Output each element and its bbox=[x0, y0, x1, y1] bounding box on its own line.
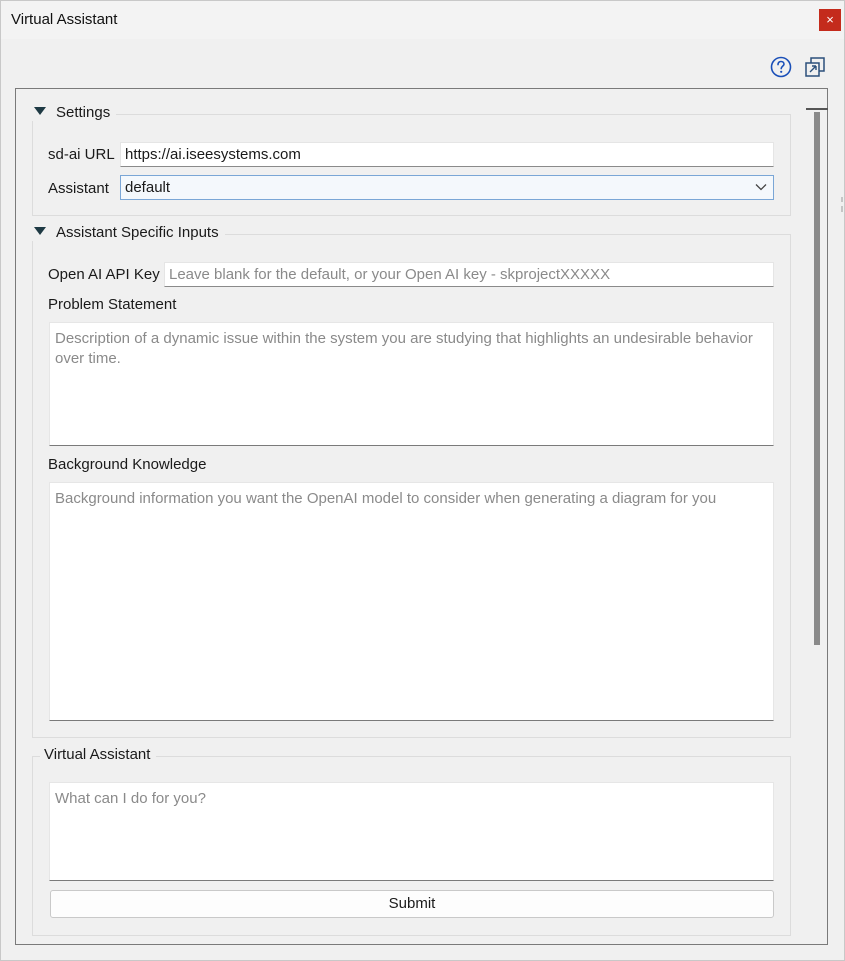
assistant-inputs-section-header[interactable] bbox=[30, 224, 225, 241]
scrollbar-thumb[interactable] bbox=[814, 112, 820, 645]
api-key-placeholder: Leave blank for the default, or your Open AI key - skprojectXXXXX bbox=[169, 266, 611, 283]
assistant-select[interactable] bbox=[120, 175, 774, 200]
help-circle-icon[interactable] bbox=[770, 56, 792, 78]
problem-statement-textarea[interactable] bbox=[49, 322, 774, 446]
settings-section-title: Settings bbox=[56, 104, 111, 121]
resize-grip-icon bbox=[840, 196, 844, 214]
window-title: Virtual Assistant bbox=[11, 11, 118, 28]
sd-ai-url-input[interactable] bbox=[120, 142, 774, 167]
title-bar bbox=[1, 1, 844, 39]
scrollbar-top-cap bbox=[806, 108, 828, 110]
problem-statement-label: Problem Statement bbox=[48, 296, 177, 313]
sd-ai-url-value: https://ai.iseesystems.com bbox=[125, 146, 301, 163]
assistant-label: Assistant bbox=[48, 180, 109, 197]
problem-statement-placeholder: Description of a dynamic issue within the system you are studying that highlights an undesirable behavior over time. bbox=[55, 330, 753, 367]
close-button[interactable]: × bbox=[819, 9, 841, 31]
api-key-label: Open AI API Key bbox=[48, 266, 160, 283]
api-key-input[interactable] bbox=[164, 262, 774, 287]
assistant-prompt-textarea[interactable] bbox=[49, 782, 774, 881]
background-knowledge-textarea[interactable] bbox=[49, 482, 774, 721]
virtual-assistant-section-title: Virtual Assistant bbox=[40, 746, 156, 763]
collapse-triangle-icon[interactable] bbox=[34, 107, 46, 115]
assistant-inputs-section-title: Assistant Specific Inputs bbox=[56, 224, 219, 241]
chevron-down-icon bbox=[755, 183, 767, 191]
popout-window-icon[interactable] bbox=[804, 56, 826, 78]
collapse-triangle-icon[interactable] bbox=[34, 227, 46, 235]
background-knowledge-placeholder: Background information you want the OpenAI model to consider when generating a diagram for you bbox=[55, 490, 717, 507]
background-knowledge-label: Background Knowledge bbox=[48, 456, 207, 473]
settings-section-header[interactable] bbox=[30, 104, 116, 121]
sd-ai-url-label: sd-ai URL bbox=[48, 146, 115, 163]
submit-button[interactable]: Submit bbox=[50, 890, 774, 918]
assistant-prompt-placeholder: What can I do for you? bbox=[55, 790, 206, 807]
assistant-selected-value: default bbox=[125, 179, 171, 196]
